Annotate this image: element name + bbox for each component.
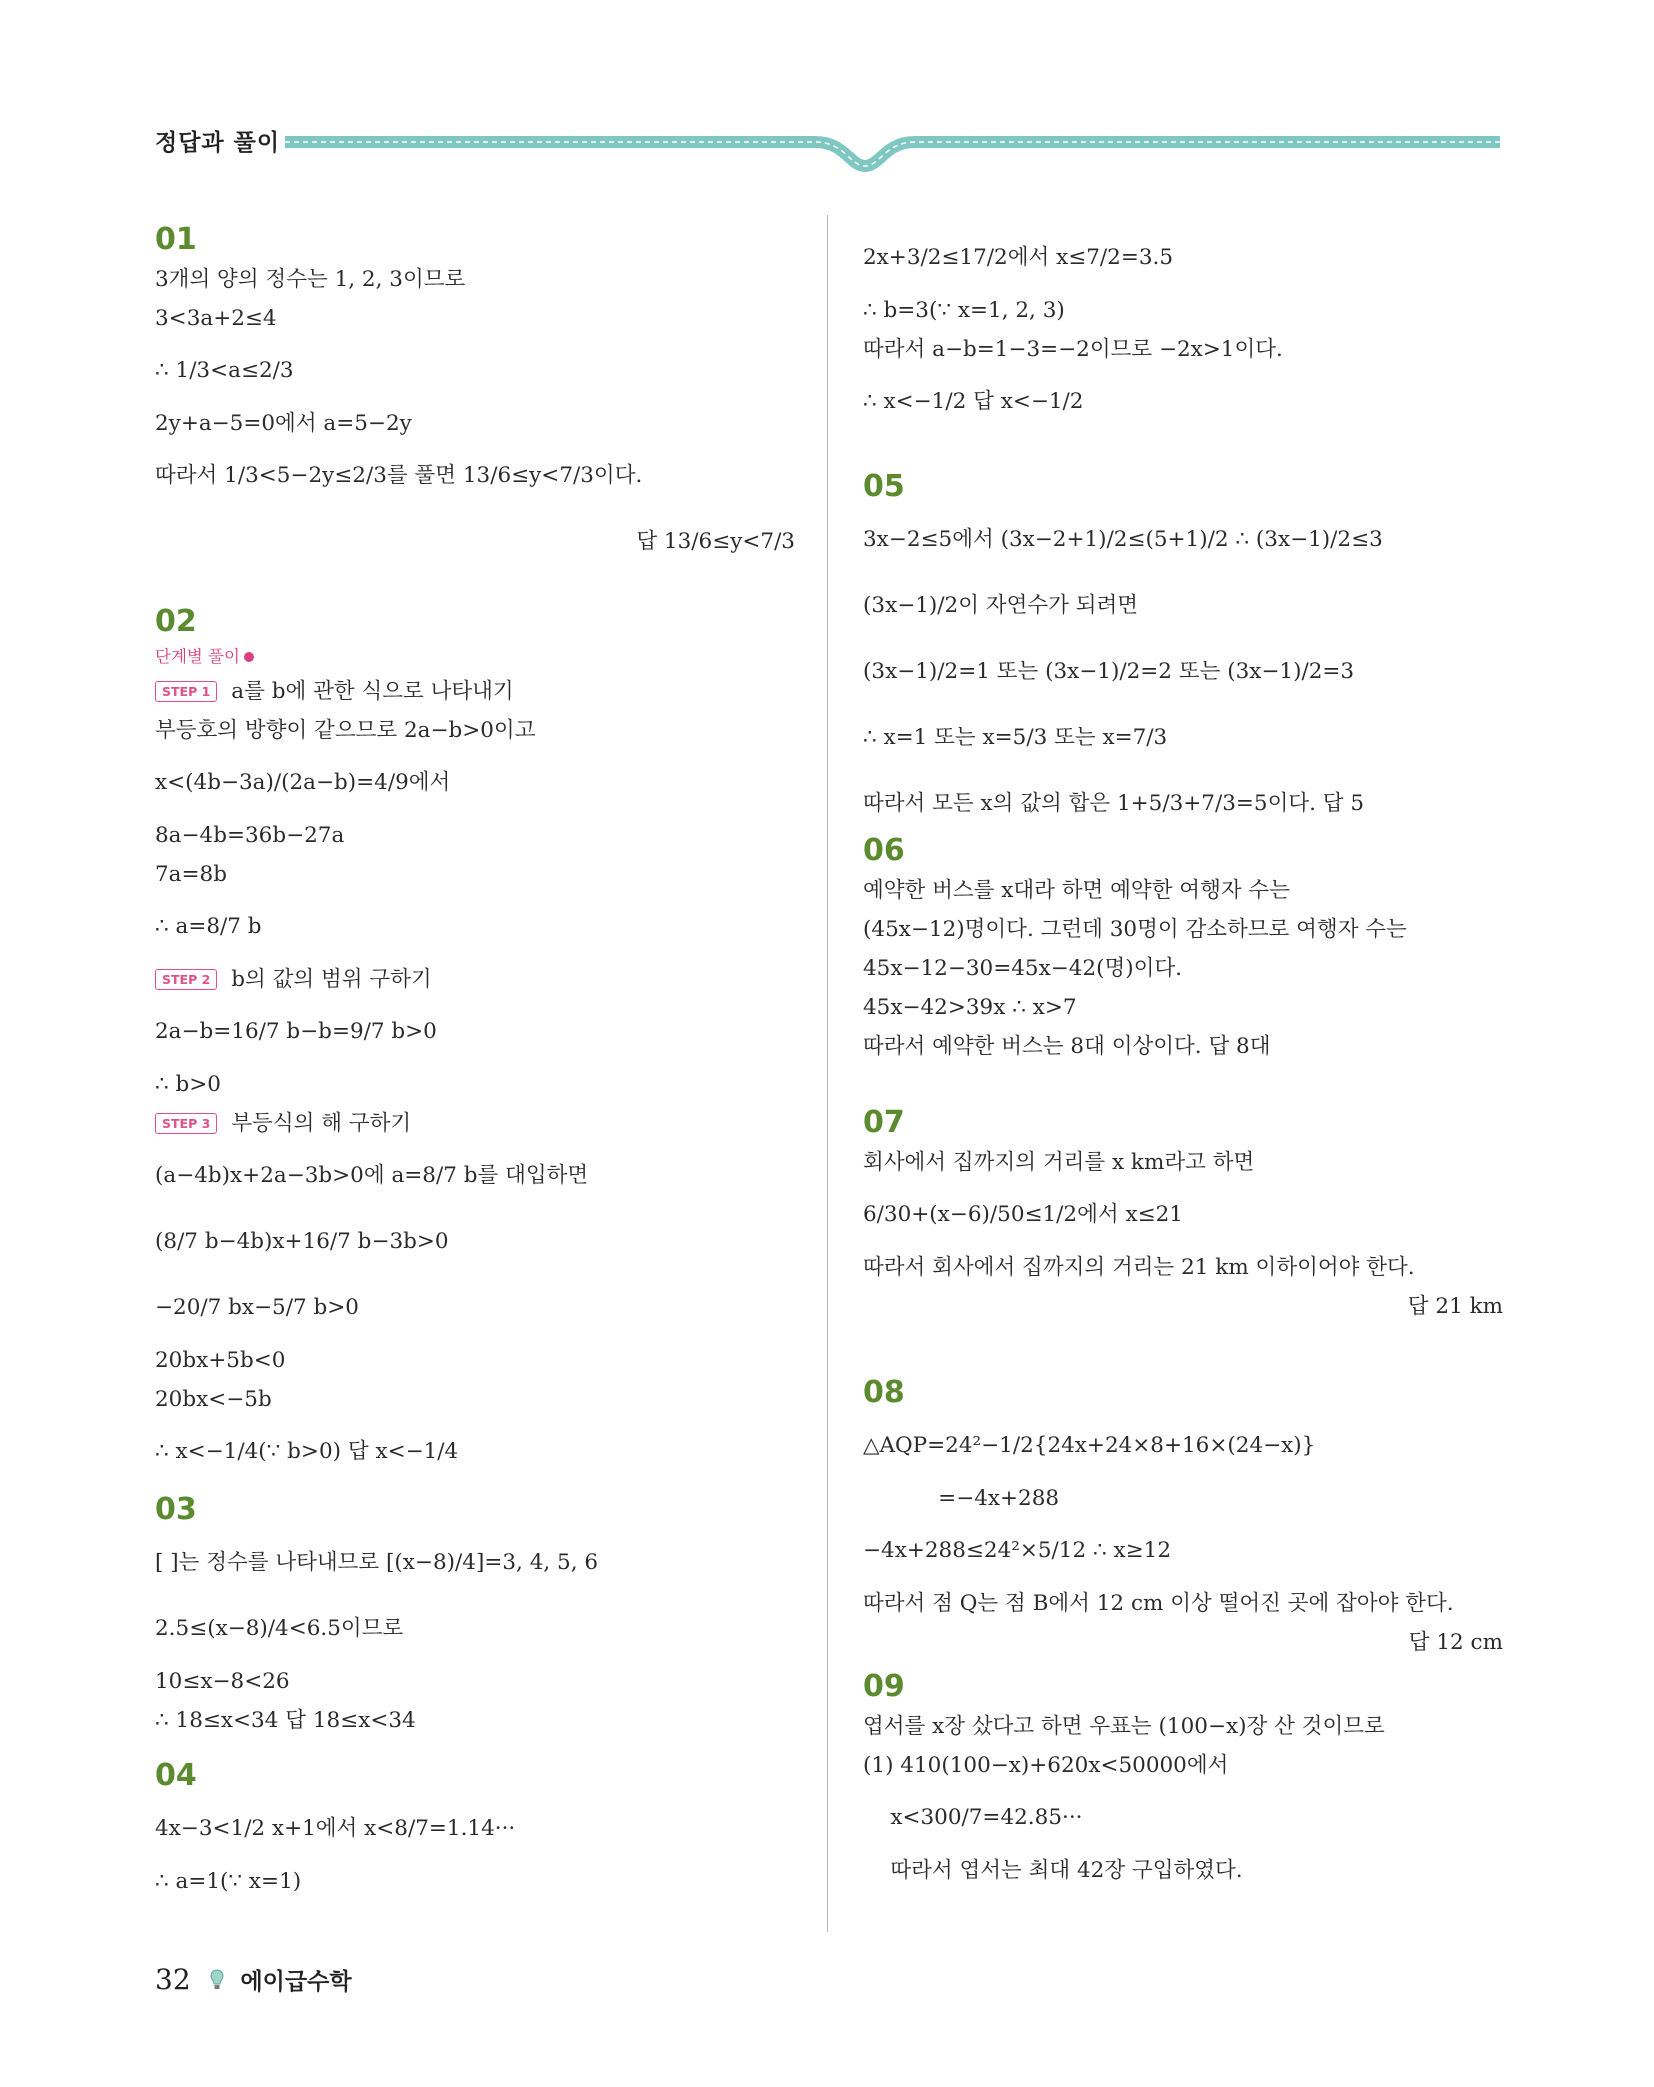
answer-line: 따라서 모든 x의 값의 합은 1+5/3+7/3=5이다. 답 5 [863, 791, 1365, 816]
solution-line: x<(4b−3a)/(2a−b)=4/9에서 [155, 770, 451, 795]
answer-line: 답 21 km [1407, 1294, 1503, 1319]
problem-number: 07 [863, 1105, 905, 1140]
problem-number: 05 [863, 469, 905, 504]
solution-line: [ ]는 정수를 나타내므로 [(x−8)/4]=3, 4, 5, 6 [155, 1550, 599, 1575]
solution-line: 20bx+5b<0 [155, 1348, 286, 1373]
problem-number: 01 [155, 222, 197, 257]
step-badge: STEP 2 [155, 969, 217, 990]
left-column [155, 222, 795, 1908]
problem-03 [155, 1492, 795, 1733]
solution-line: 6/30+(x−6)/50≤1/2에서 x≤21 [863, 1202, 1183, 1227]
solution-line: 3x−2≤5에서 (3x−2+1)/2≤(5+1)/2 ∴ (3x−1)/2≤3 [863, 527, 1383, 552]
problem-09 [863, 1669, 1503, 1889]
solution-line: △AQP=24²−1/2{24x+24×8+16×(24−x)} [863, 1433, 1316, 1458]
solution-line: 3개의 양의 정수는 1, 2, 3이므로 [155, 267, 466, 292]
solution-line: (a−4b)x+2a−3b>0에 a=8/7 b를 대입하면 [155, 1163, 589, 1188]
step-line [155, 1104, 795, 1143]
problem-06 [863, 833, 1503, 1083]
solution-line: (45x−12)명이다. 그런데 30명이 감소하므로 여행자 수는 [863, 917, 1407, 942]
step-solution-text: 단계별 풀이 [155, 647, 240, 666]
solution-line: 3<3a+2≤4 [155, 306, 277, 331]
answer-line: ∴ x<−1/2 답 x<−1/2 [863, 389, 1084, 414]
answer-line: ∴ x<−1/4(∵ b>0) 답 x<−1/4 [155, 1439, 459, 1464]
lightbulb-icon [210, 1969, 224, 1991]
answer-line: 답 12 cm [1408, 1630, 1503, 1655]
solution-line: 부등호의 방향이 같으므로 2a−b>0이고 [155, 718, 536, 743]
solution-line: 엽서를 x장 샀다고 하면 우표는 (100−x)장 산 것이므로 [863, 1714, 1385, 1739]
step-line [155, 960, 795, 999]
problem-number: 06 [863, 833, 905, 868]
solution-line: 따라서 엽서는 최대 42장 구입하였다. [863, 1858, 1243, 1883]
solution-line: 따라서 1/3<5−2y≤2/3를 풀면 13/6≤y<7/3이다. [155, 463, 643, 488]
solution-line: 따라서 점 Q는 점 B에서 12 cm 이상 떨어진 곳에 잡아야 한다. [863, 1591, 1454, 1616]
solution-line: 10≤x−8<26 [155, 1669, 290, 1694]
solution-line: 따라서 회사에서 집까지의 거리는 21 km 이하이어야 한다. [863, 1255, 1415, 1280]
problem-number: 08 [863, 1375, 905, 1410]
solution-line: (8/7 b−4b)x+16/7 b−3b>0 [155, 1229, 449, 1254]
problem-02 [155, 604, 795, 1474]
solution-line: 회사에서 집까지의 거리를 x km라고 하면 [863, 1150, 1255, 1175]
step-line [155, 672, 795, 711]
solution-line: ∴ 1/3<a≤2/3 [155, 358, 294, 383]
problem-number: 03 [155, 1492, 197, 1527]
solution-line: 4x−3<1/2 x+1에서 x<8/7=1.14··· [155, 1816, 516, 1841]
solution-line: (1) 410(100−x)+620x<50000에서 [863, 1753, 1229, 1778]
solution-line: 2x+3/2≤17/2에서 x≤7/2=3.5 [863, 245, 1174, 270]
problem-04-continued [863, 225, 1503, 437]
solution-line: ∴ b=3(∵ x=1, 2, 3) [863, 298, 1065, 323]
solution-line: ∴ a=8/7 b [155, 914, 262, 939]
step-title: a를 b에 관한 식으로 나타내기 [231, 679, 514, 704]
solution-line: −4x+288≤24²×5/12 ∴ x≥12 [863, 1538, 1172, 1563]
solution-line: 2a−b=16/7 b−b=9/7 b>0 [155, 1019, 437, 1044]
step-badge: STEP 1 [155, 681, 217, 702]
solution-line: 7a=8b [155, 862, 227, 887]
solution-line: ∴ a=1(∵ x=1) [155, 1869, 302, 1894]
solution-line: 2y+a−5=0에서 a=5−2y [155, 411, 412, 436]
column-divider [827, 215, 828, 1932]
solution-line: (3x−1)/2=1 또는 (3x−1)/2=2 또는 (3x−1)/2=3 [863, 659, 1355, 684]
problem-05 [863, 469, 1503, 819]
solution-line: x<300/7=42.85··· [863, 1805, 1083, 1830]
solution-line: 8a−4b=36b−27a [155, 823, 345, 848]
answer-line: 따라서 예약한 버스는 8대 이상이다. 답 8대 [863, 1034, 1271, 1059]
solution-line: =−4x+288 [863, 1486, 1060, 1511]
solution-line: 20bx<−5b [155, 1387, 272, 1412]
step-solution-label [155, 642, 795, 672]
problem-08 [863, 1375, 1503, 1655]
solution-line: 45x−12−30=45x−42(명)이다. [863, 956, 1183, 981]
solution-line: (3x−1)/2이 자연수가 되려면 [863, 593, 1139, 618]
answer-line: 답 13/6≤y<7/3 [636, 529, 795, 554]
solution-line: 따라서 a−b=1−3=−2이므로 −2x>1이다. [863, 337, 1283, 362]
solution-line: ∴ b>0 [155, 1072, 221, 1097]
problem-number: 04 [155, 1758, 197, 1793]
right-column [863, 225, 1503, 1889]
step-title: 부등식의 해 구하기 [231, 1111, 412, 1136]
solution-line: 예약한 버스를 x대라 하면 예약한 여행자 수는 [863, 878, 1290, 903]
brand-name: 에이급수학 [240, 1969, 352, 1995]
pencil-icon [244, 652, 254, 662]
page-header-title: 정답과 풀이 [155, 130, 281, 156]
step-title: b의 값의 범위 구하기 [231, 967, 432, 992]
answer-line: ∴ 18≤x<34 답 18≤x<34 [155, 1708, 416, 1733]
problem-number: 02 [155, 604, 197, 639]
solution-line: 2.5≤(x−8)/4<6.5이므로 [155, 1616, 404, 1641]
problem-01 [155, 222, 795, 582]
step-badge: STEP 3 [155, 1113, 217, 1134]
solution-line: ∴ x=1 또는 x=5/3 또는 x=7/3 [863, 725, 1168, 750]
solution-line: −20/7 bx−5/7 b>0 [155, 1295, 359, 1320]
solution-line: 45x−42>39x ∴ x>7 [863, 995, 1077, 1020]
problem-number: 09 [863, 1669, 905, 1704]
problem-07 [863, 1105, 1503, 1341]
page-footer [155, 1963, 352, 1996]
problem-04 [155, 1758, 795, 1908]
page-number: 32 [155, 1963, 191, 1996]
header-ribbon [285, 128, 1500, 188]
